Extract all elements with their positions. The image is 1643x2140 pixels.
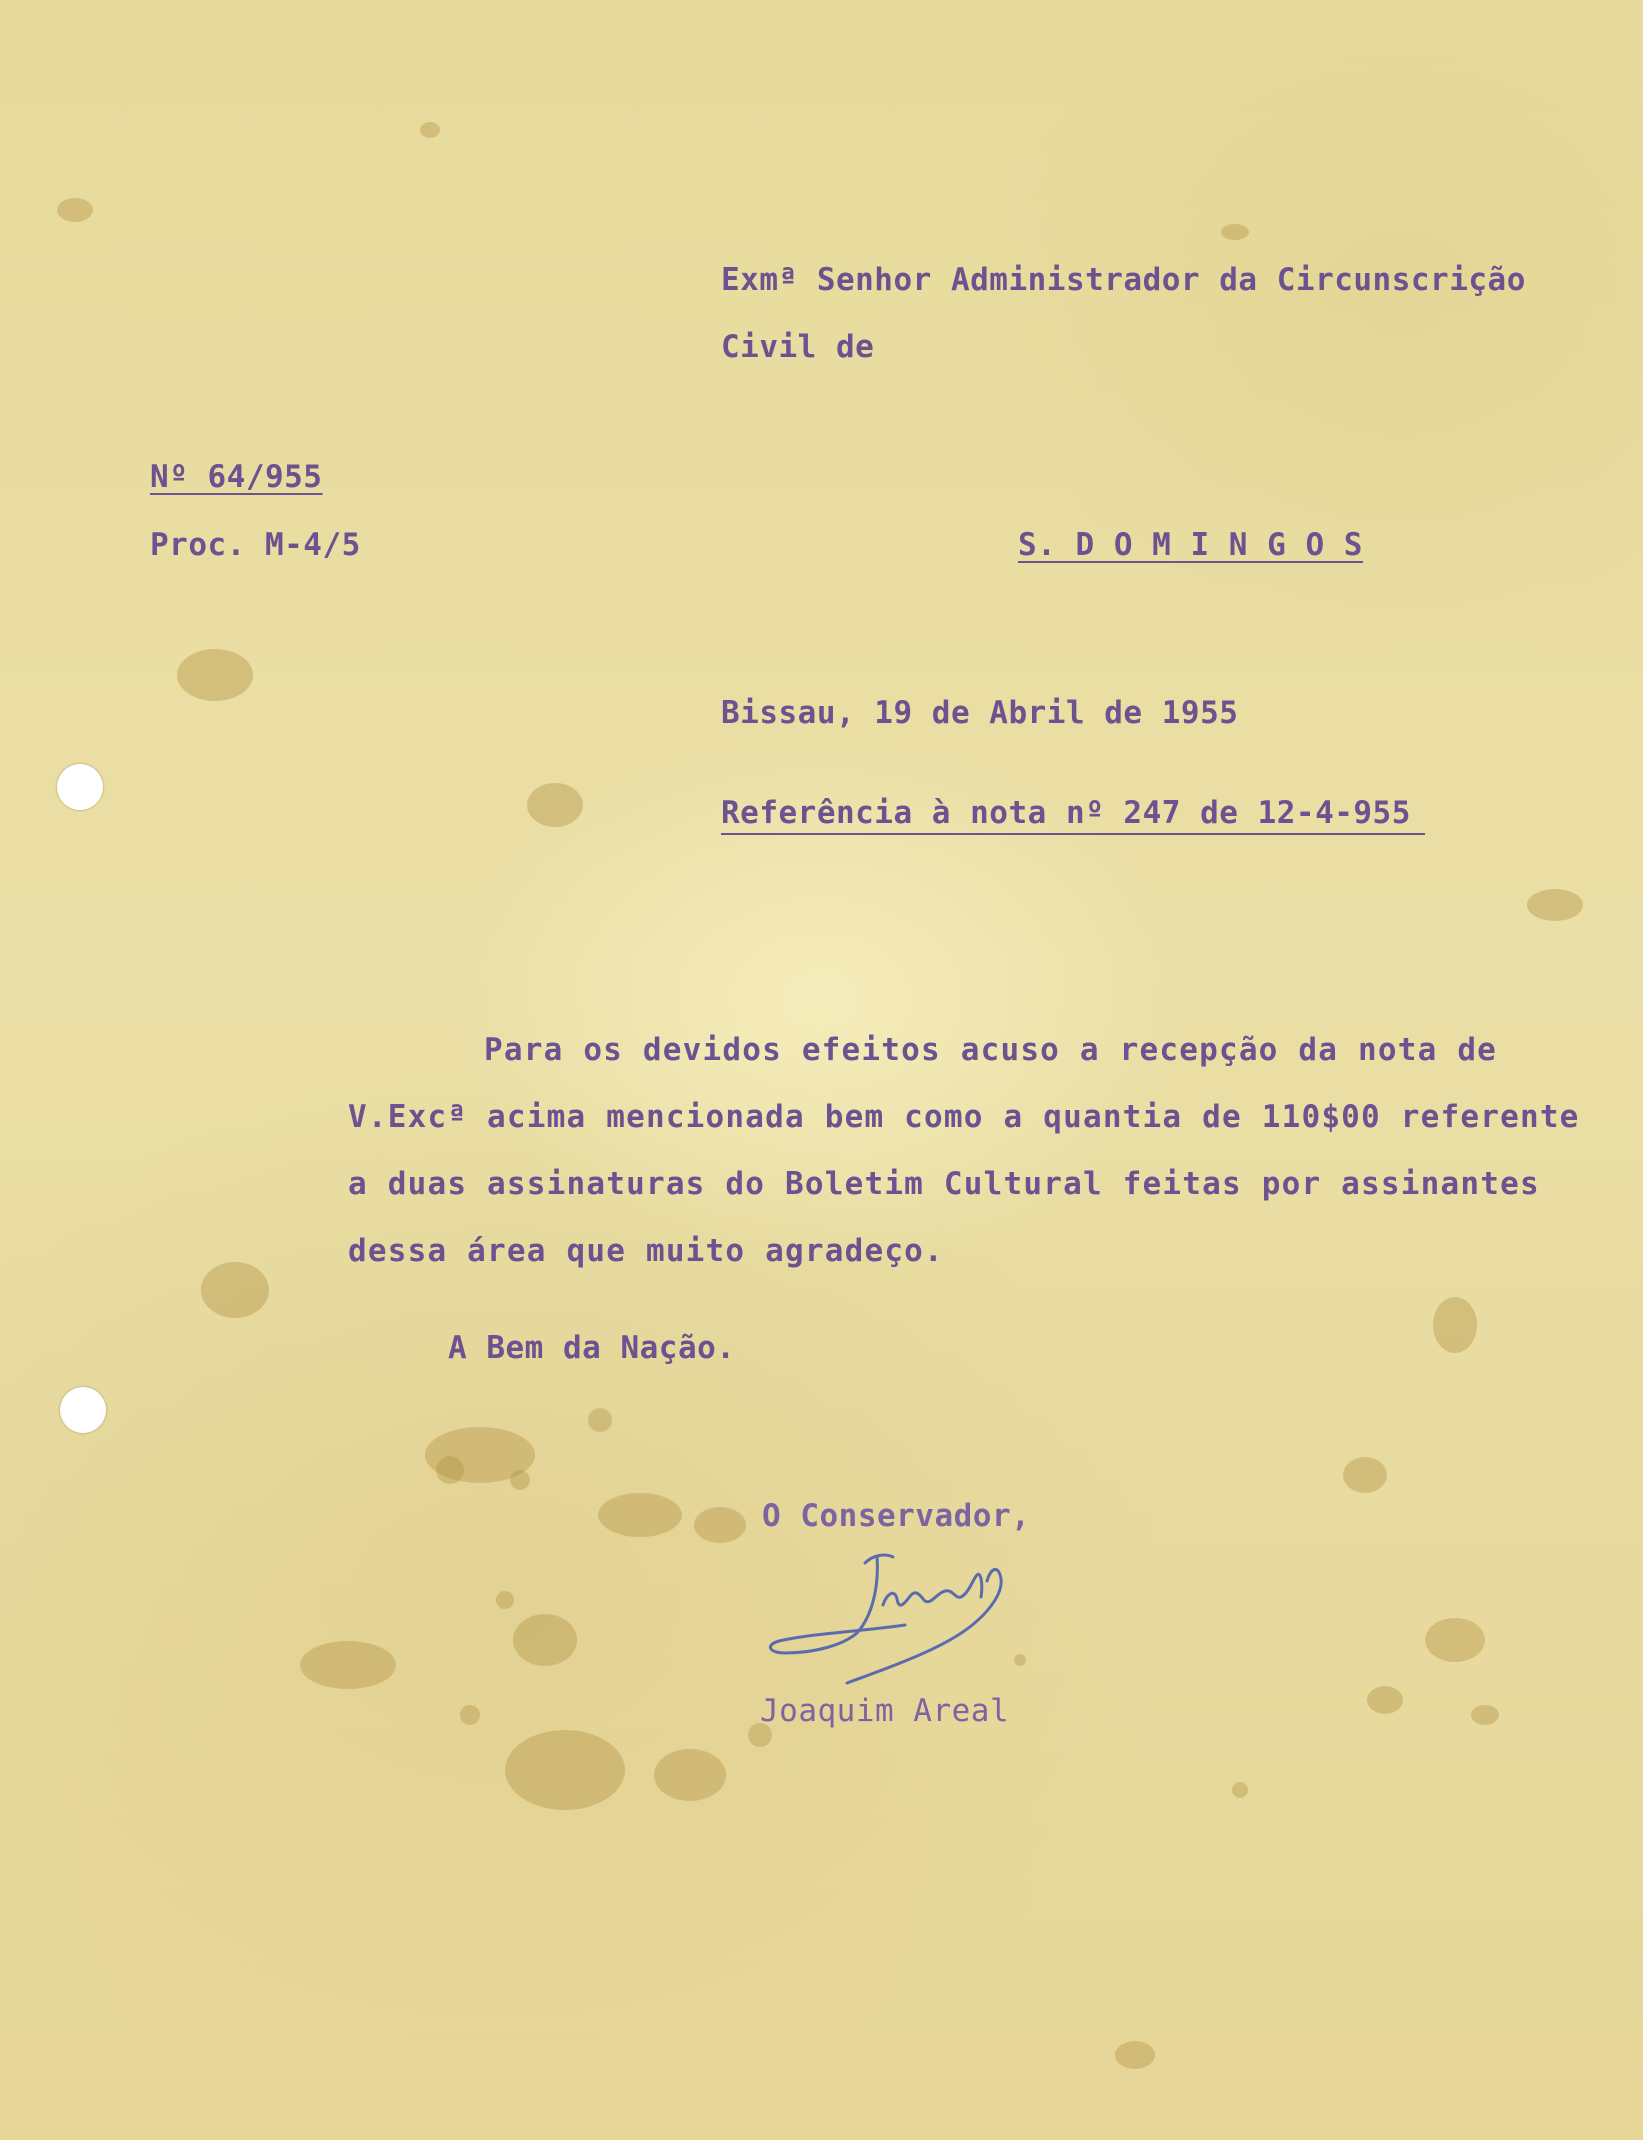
- body-line-2: V.Excª acima mencionada bem como a quantia de 110$00 referente: [348, 1099, 1580, 1135]
- handwritten-signature: [755, 1545, 1055, 1695]
- punch-hole-bottom: [60, 1387, 106, 1433]
- letter-date: Bissau, 19 de Abril de 1955: [721, 695, 1239, 731]
- punch-hole-top: [57, 764, 103, 810]
- process-number: Proc. M-4/5: [150, 527, 361, 563]
- addressee-line-1: Exmª Senhor Administrador da Circunscrição: [721, 262, 1526, 298]
- body-line-4: dessa área que muito agradeço.: [348, 1233, 944, 1269]
- reference-text: Referência à nota nº 247 de 12-4-955: [721, 795, 1425, 835]
- addressee-line-2: Civil de: [721, 329, 875, 365]
- signer-name: Joaquim Areal: [760, 1693, 1010, 1729]
- document-number: Nº 64/955: [150, 459, 323, 495]
- closing-phrase: A Bem da Nação.: [448, 1330, 736, 1366]
- destination: S. D O M I N G O S: [1018, 527, 1363, 563]
- body-line-1: Para os devidos efeitos acuso a recepção da nota de: [484, 1032, 1498, 1068]
- reference-line: [721, 795, 1425, 835]
- signer-title: O Conservador,: [762, 1498, 1031, 1534]
- body-line-3: a duas assinaturas do Boletim Cultural feitas por assinantes: [348, 1166, 1540, 1202]
